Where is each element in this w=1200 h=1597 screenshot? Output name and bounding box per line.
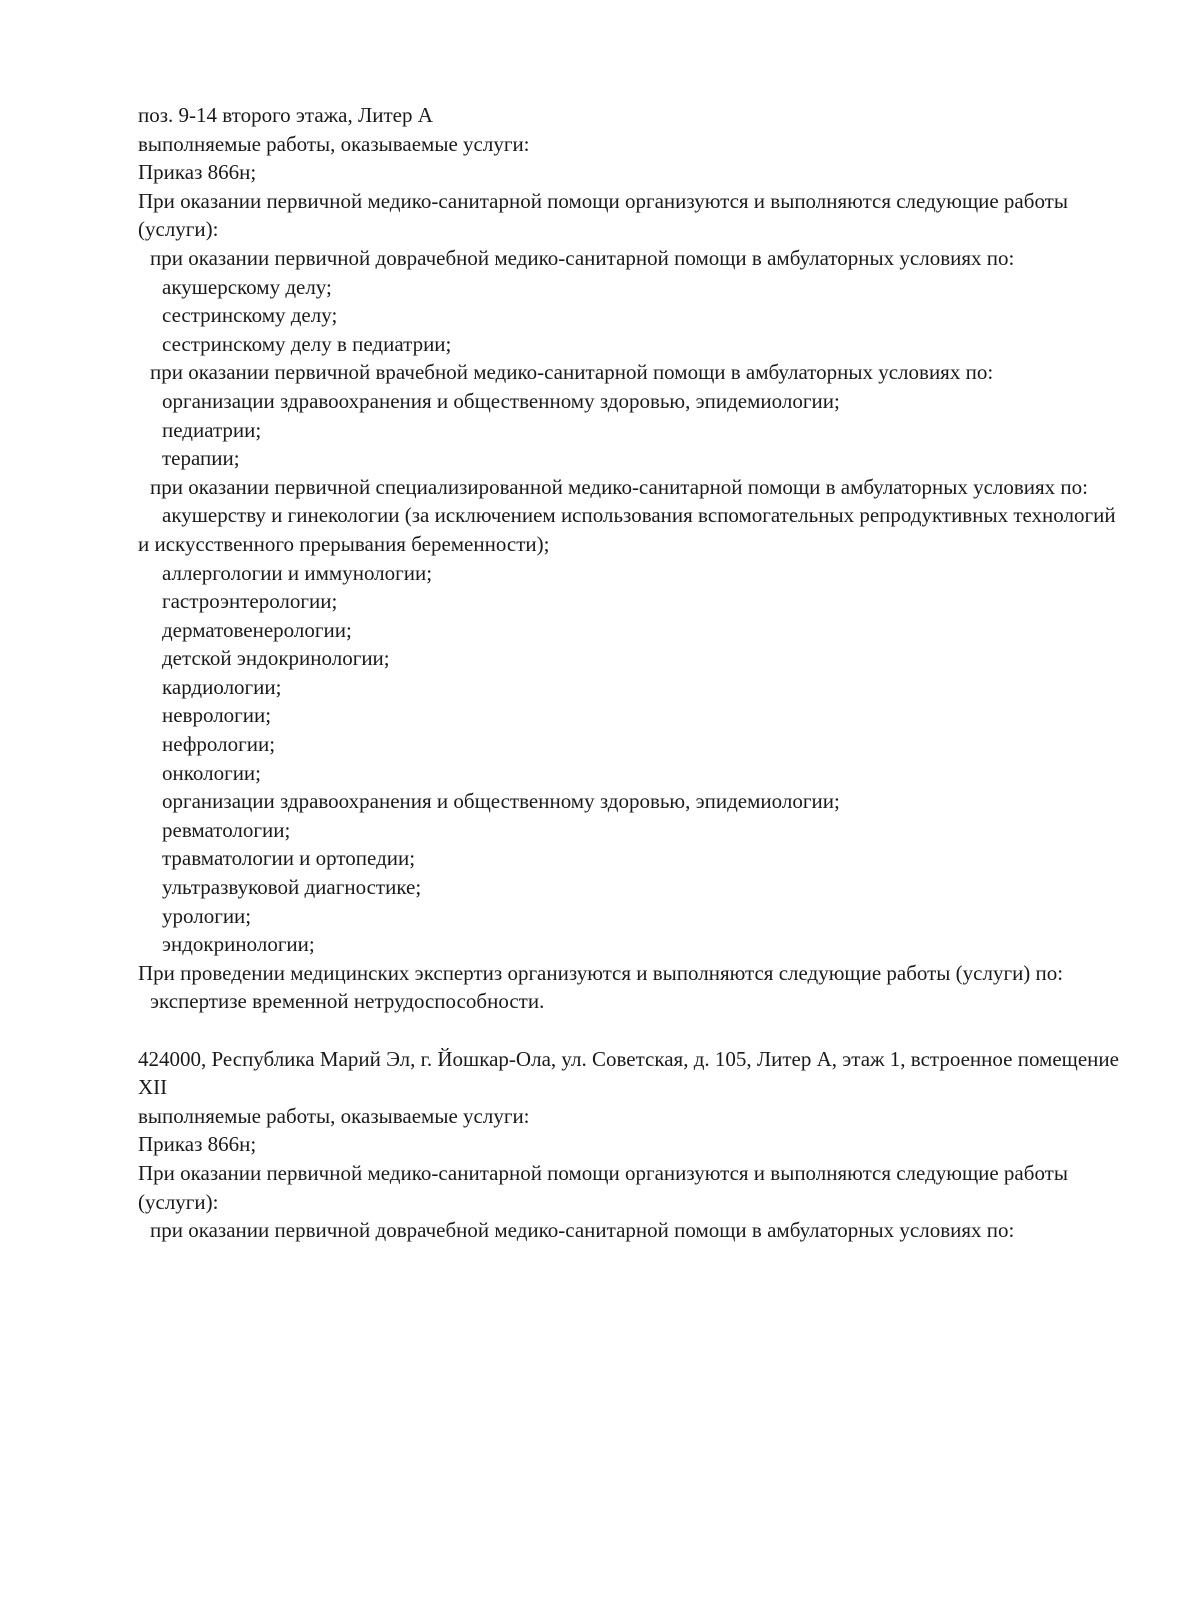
list-item: сестринскому делу;	[162, 303, 338, 328]
list-item: терапии;	[162, 446, 240, 471]
paragraph-gap	[138, 1016, 1128, 1045]
list-item: ультразвуковой диагностике;	[162, 875, 422, 900]
pre-doctor-intro: при оказании первичной доврачебной медико-санитарной помощи в амбулаторных условиях по:	[150, 245, 1015, 270]
list-item: организации здравоохранения и общественному здоровью, эпидемиологии;	[162, 789, 840, 814]
list-item: кардиологии;	[162, 674, 282, 699]
pmsp-intro: При оказании первичной медико-санитарной помощи организуются и выполняются следующие работы (услуги):	[138, 188, 1074, 242]
list-item: экспертизе временной нетрудоспособности.	[150, 989, 545, 1014]
order-reference: Приказ 866н;	[138, 1132, 257, 1157]
pmsp-intro: При оказании первичной медико-санитарной помощи организуются и выполняются следующие работы (услуги):	[138, 1160, 1074, 1214]
order-reference: Приказ 866н;	[138, 160, 257, 185]
list-item: неврологии;	[162, 703, 272, 728]
list-item: эндокринологии;	[162, 932, 315, 957]
doctor-intro: при оказании первичной врачебной медико-санитарной помощи в амбулаторных условиях по:	[150, 360, 994, 385]
expertise-intro: При проведении медицинских экспертиз организуются и выполняются следующие работы (услуги) по:	[138, 960, 1064, 985]
list-item: ревматологии;	[162, 817, 291, 842]
list-item: акушерству и гинекологии (за исключением использования вспомогательных репродуктивных технологий и искусственного прерывания беременности);	[138, 503, 1121, 556]
list-item: онкологии;	[162, 760, 262, 785]
list-item: травматологии и ортопедии;	[162, 846, 416, 871]
address: 424000, Республика Марий Эл, г. Йошкар-Ола, ул. Советская, д. 105, Литер А, этаж 1, встроенное помещение XII	[138, 1046, 1125, 1100]
document-page	[138, 101, 1128, 1245]
list-item: нефрологии;	[162, 732, 276, 757]
list-item: дерматовенерологии;	[162, 617, 352, 642]
works-label: выполняемые работы, оказываемые услуги:	[138, 1103, 530, 1128]
location-tail: поз. 9-14 второго этажа, Литер А	[138, 103, 433, 127]
works-label: выполняемые работы, оказываемые услуги:	[138, 131, 530, 156]
list-item: сестринскому делу в педиатрии;	[162, 331, 452, 356]
list-item: организации здравоохранения и общественному здоровью, эпидемиологии;	[162, 388, 840, 413]
list-item: акушерскому делу;	[162, 274, 332, 299]
list-item: аллергологии и иммунологии;	[162, 560, 433, 585]
list-item: педиатрии;	[162, 417, 262, 442]
list-item: урологии;	[162, 903, 252, 928]
list-item: детской эндокринологии;	[162, 646, 390, 671]
pre-doctor-intro: при оказании первичной доврачебной медико-санитарной помощи в амбулаторных условиях по:	[150, 1218, 1015, 1243]
specialized-intro: при оказании первичной специализированной медико-санитарной помощи в амбулаторных условиях по:	[150, 474, 1089, 499]
list-item: гастроэнтерологии;	[162, 589, 338, 614]
